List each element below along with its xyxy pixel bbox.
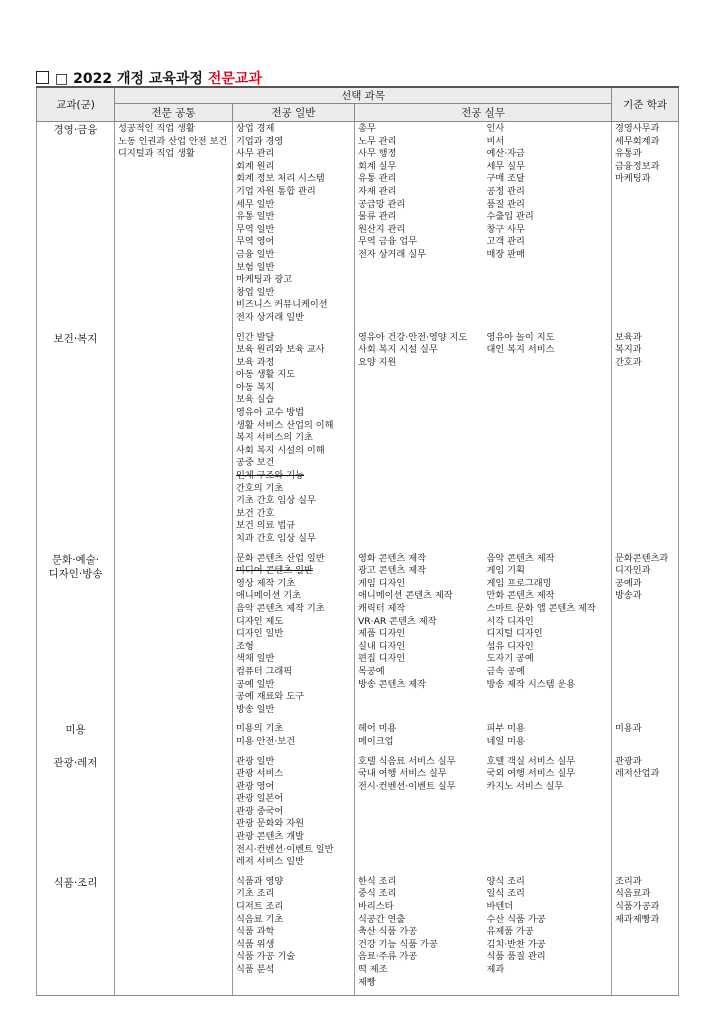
department-cell xyxy=(612,722,679,754)
general-cell xyxy=(233,331,355,552)
department-item: 마케팅과 xyxy=(615,173,651,185)
header-common: 전문 공통 xyxy=(115,104,233,122)
practical-item: 섬유 디자인 xyxy=(486,640,534,652)
practical-item: 영유아 건강·안전·영양 지도 xyxy=(358,331,468,343)
general-item: 식품과 영양 xyxy=(236,875,284,887)
general-item: 인체 구조와 기능 xyxy=(236,470,304,482)
practical-item: 전자 상거래 실무 xyxy=(358,248,426,260)
general-cell xyxy=(233,755,355,875)
general-item: 미디어 콘텐츠 일반 xyxy=(236,565,313,577)
checkbox-square-icon xyxy=(36,71,49,84)
general-item: 치과 간호 임상 실무 xyxy=(236,533,316,544)
practical-item: 영화 콘텐츠 제작 xyxy=(358,552,426,564)
practical-item: 실내 디자인 xyxy=(358,640,406,652)
practical-item: 유제품 가공 xyxy=(486,926,534,938)
practical-item: 김치·반찬 가공 xyxy=(486,938,546,950)
title-highlight: 전문교과 xyxy=(207,71,262,87)
general-item: 디자인 일반 xyxy=(236,628,284,640)
department-item: 간호과 xyxy=(615,356,642,368)
table-body xyxy=(37,122,679,996)
general-item: 컴퓨터 그래픽 xyxy=(236,665,293,677)
department-item: 방송과 xyxy=(615,590,642,602)
practical-item: 시각 디자인 xyxy=(486,615,534,627)
department-cell xyxy=(612,552,679,723)
curriculum-table-container xyxy=(36,86,678,996)
practical-item: 스마트 문화 앱 콘텐츠 제작 xyxy=(486,602,596,614)
common-cell xyxy=(115,875,233,996)
curriculum-table xyxy=(36,86,679,996)
practical-item: 목공예 xyxy=(358,665,385,677)
practical-item: 피부 미용 xyxy=(486,723,525,735)
table-row xyxy=(37,552,679,723)
table-row xyxy=(37,875,679,996)
practical-item: 음료·주류 가공 xyxy=(358,951,418,963)
practical-item: 헤어 미용 xyxy=(358,723,397,735)
department-item: 레저산업과 xyxy=(615,768,660,780)
practical-item: VR·AR 콘텐츠 제작 xyxy=(358,615,437,627)
department-item: 유통과 xyxy=(615,148,642,160)
area-item: 문화·예술· xyxy=(51,553,100,566)
department-item: 보육과 xyxy=(615,331,642,343)
practical-cell xyxy=(355,331,484,552)
practical-item: 식품 품질 관리 xyxy=(486,951,546,963)
general-item: 기초 조리 xyxy=(236,888,275,900)
practical-item: 네일 미용 xyxy=(486,735,525,747)
practical-item: 수산 식품 가공 xyxy=(486,913,546,925)
title-prefix: □ 2022 개정 교육과정 xyxy=(55,71,208,87)
practical-cell xyxy=(355,552,484,723)
general-item: 디저트 조리 xyxy=(236,901,284,913)
practical-item: 게임 디자인 xyxy=(358,577,406,589)
practical-item: 애니메이션 콘텐츠 제작 xyxy=(358,590,453,602)
general-item: 인간 발달 xyxy=(236,331,275,343)
general-item: 전자 상거래 일반 xyxy=(236,311,304,323)
practical-cell xyxy=(355,875,484,996)
general-item: 무역 일반 xyxy=(236,223,275,235)
practical-cell xyxy=(484,722,612,754)
department-item: 복지과 xyxy=(615,344,642,356)
practical-item: 제과 xyxy=(486,964,505,975)
general-item: 공예 일반 xyxy=(236,678,275,690)
practical-item: 카지노 서비스 실무 xyxy=(486,780,564,792)
practical-item: 제빵 xyxy=(358,976,376,988)
department-item: 세무회계과 xyxy=(615,135,660,147)
general-item: 식품 가공 기술 xyxy=(236,951,296,963)
practical-item: 사무 행정 xyxy=(358,148,397,160)
practical-item: 캐릭터 제작 xyxy=(358,602,406,614)
general-item: 보육 실습 xyxy=(236,394,275,406)
practical-item: 도자기 공예 xyxy=(486,653,534,665)
area-cell xyxy=(37,331,115,552)
practical-item: 고객 관리 xyxy=(486,236,525,248)
department-cell xyxy=(612,122,679,331)
department-item: 조리과 xyxy=(615,875,642,887)
general-item: 색채 일반 xyxy=(236,653,275,665)
practical-item: 일식 조리 xyxy=(486,888,525,900)
practical-item: 바리스타 xyxy=(358,901,394,913)
area-item: 경영·금융 xyxy=(53,124,98,136)
general-item: 레저 서비스 일반 xyxy=(236,856,304,868)
general-item: 아동 복지 xyxy=(236,381,275,393)
practical-item: 물류 관리 xyxy=(358,211,397,223)
header-practical: 전공 실무 xyxy=(355,104,612,122)
general-item: 금융 일반 xyxy=(236,248,275,260)
general-item: 관광 일본어 xyxy=(236,793,284,805)
practical-item: 디지털 디자인 xyxy=(486,628,543,640)
department-item: 식음료과 xyxy=(615,888,651,900)
department-cell xyxy=(612,331,679,552)
practical-item: 매장 판매 xyxy=(486,248,525,260)
practical-item: 국내 여행 서비스 실무 xyxy=(358,768,447,780)
department-item: 제과제빵과 xyxy=(615,913,660,925)
practical-item: 대인 복지 서비스 xyxy=(486,344,555,356)
practical-item: 양식 조리 xyxy=(486,875,525,887)
general-item: 기초 간호 임상 실무 xyxy=(236,495,316,507)
practical-item: 전시·컨벤션·이벤트 실무 xyxy=(358,780,456,792)
general-item: 보육 과정 xyxy=(236,356,275,368)
practical-item: 영유아 놀이 지도 xyxy=(486,331,555,343)
practical-item: 세무 실무 xyxy=(486,160,525,172)
practical-cell xyxy=(484,875,612,996)
practical-item: 무역 금융 업무 xyxy=(358,236,418,248)
general-item: 영상 제작 기초 xyxy=(236,577,296,589)
header-selection: 선택 과목 xyxy=(115,87,612,104)
practical-item: 만화 콘텐츠 제작 xyxy=(486,590,555,602)
general-item: 전시·컨벤션·이벤트 일반 xyxy=(236,843,334,855)
table-row xyxy=(37,722,679,754)
general-item: 관광 문화와 자원 xyxy=(236,818,304,830)
general-item: 식음료 기초 xyxy=(236,913,284,925)
general-item: 관광 서비스 xyxy=(236,768,284,780)
common-item: 성공적인 직업 생활 xyxy=(118,123,195,134)
common-cell xyxy=(115,331,233,552)
practical-item: 호텔 식음료 서비스 실무 xyxy=(358,755,456,767)
general-item: 방송 일반 xyxy=(236,703,275,715)
common-cell xyxy=(115,755,233,875)
practical-item: 수출입 관리 xyxy=(486,211,534,223)
common-cell xyxy=(115,122,233,331)
practical-item: 국외 여행 서비스 실무 xyxy=(486,768,576,780)
general-item: 관광 영어 xyxy=(236,780,275,792)
general-item: 식품 과학 xyxy=(236,926,275,938)
general-item: 창업 일반 xyxy=(236,286,275,298)
practical-item: 예산·자금 xyxy=(486,148,525,160)
header-area: 교과(군) xyxy=(37,87,115,122)
area-item: 미용 xyxy=(65,724,86,737)
table-row xyxy=(37,122,679,331)
practical-item: 게임 기획 xyxy=(486,565,525,577)
department-item: 디자인과 xyxy=(615,565,651,577)
general-item: 관광 중국어 xyxy=(236,805,284,817)
common-cell xyxy=(115,552,233,723)
general-item: 미용의 기초 xyxy=(236,723,284,735)
general-item: 비즈니스 커뮤니케이션 xyxy=(236,299,328,311)
area-cell xyxy=(37,755,115,875)
practical-item: 방송 제작 시스템 운용 xyxy=(486,678,576,690)
general-item: 사회 복지 시설의 이해 xyxy=(236,444,325,456)
department-item: 공예과 xyxy=(615,577,642,589)
general-item: 식품 위생 xyxy=(236,938,275,950)
area-item: 디자인·방송 xyxy=(48,567,103,580)
general-item: 문화 콘텐츠 산업 일반 xyxy=(236,552,325,564)
area-cell xyxy=(37,122,115,331)
practical-item: 중식 조리 xyxy=(358,888,397,900)
practical-item: 제품 디자인 xyxy=(358,628,406,640)
department-item: 식품가공과 xyxy=(615,901,660,913)
general-item: 디자인 제도 xyxy=(236,615,284,627)
general-item: 조형 xyxy=(236,640,254,652)
general-item: 미용 안전·보건 xyxy=(236,735,296,747)
department-item: 미용과 xyxy=(615,723,642,735)
general-item: 보건 간호 xyxy=(236,507,275,519)
general-item: 영유아 교수 방법 xyxy=(236,407,304,419)
general-item: 유통 일반 xyxy=(236,211,275,223)
department-cell xyxy=(612,755,679,875)
general-item: 애니메이션 기초 xyxy=(236,590,302,602)
practical-cell xyxy=(355,722,484,754)
general-item: 마케팅과 광고 xyxy=(236,274,293,286)
practical-item: 요양 지원 xyxy=(358,356,397,368)
practical-item: 식공간 연출 xyxy=(358,913,406,925)
practical-cell xyxy=(484,122,612,331)
general-item: 무역 영어 xyxy=(236,236,275,248)
common-item: 디지털과 직업 생활 xyxy=(118,148,195,160)
general-item: 공예 재료와 도구 xyxy=(236,691,304,703)
general-item: 회계 정보 처리 시스템 xyxy=(236,173,325,185)
general-item: 기업 자원 통합 관리 xyxy=(236,185,316,197)
department-cell xyxy=(612,875,679,996)
department-item: 관광과 xyxy=(615,755,642,767)
practical-item: 품질 관리 xyxy=(486,198,525,210)
general-item: 식품 분석 xyxy=(236,964,275,975)
general-item: 세무 일반 xyxy=(236,198,275,210)
header-general: 전공 일반 xyxy=(233,104,355,122)
general-cell xyxy=(233,875,355,996)
practical-item: 편집 디자인 xyxy=(358,653,406,665)
general-item: 보육 원리와 보육 교사 xyxy=(236,344,325,356)
practical-item: 창구 사무 xyxy=(486,223,525,235)
practical-cell xyxy=(355,755,484,875)
practical-item: 바텐더 xyxy=(486,901,514,913)
common-item: 노동 인권과 산업 안전 보건 xyxy=(118,135,228,147)
practical-cell xyxy=(484,331,612,552)
practical-item: 노무 관리 xyxy=(358,135,397,147)
common-cell xyxy=(115,722,233,754)
practical-cell xyxy=(355,122,484,331)
practical-item: 구매 조달 xyxy=(486,173,525,185)
practical-item: 건강 기능 식품 가공 xyxy=(358,938,438,950)
general-item: 간호의 기초 xyxy=(236,482,284,494)
area-cell xyxy=(37,552,115,723)
practical-item: 떡 제조 xyxy=(358,964,388,975)
general-item: 사무 관리 xyxy=(236,148,275,160)
general-item: 상업 경제 xyxy=(236,123,275,134)
general-item: 관광 일반 xyxy=(236,755,275,767)
practical-cell xyxy=(484,755,612,875)
practical-item: 회계 실무 xyxy=(358,160,397,172)
general-item: 생활 서비스 산업의 이해 xyxy=(236,419,334,431)
general-cell xyxy=(233,122,355,331)
practical-item: 게임 프로그래밍 xyxy=(486,577,552,589)
area-item: 보건·복지 xyxy=(53,332,98,345)
practical-item: 광고 콘텐츠 제작 xyxy=(358,565,426,577)
general-item: 보험 일반 xyxy=(236,261,275,273)
general-item: 복지 서비스의 기초 xyxy=(236,432,313,444)
table-row xyxy=(37,755,679,875)
practical-item: 비서 xyxy=(486,135,505,147)
practical-item: 메이크업 xyxy=(358,735,394,747)
practical-item: 한식 조리 xyxy=(358,875,397,887)
practical-item: 금속 공예 xyxy=(486,665,525,677)
general-item: 공중 보건 xyxy=(236,457,275,469)
general-item: 아동 생활 지도 xyxy=(236,369,296,381)
department-item: 문화콘텐츠과 xyxy=(615,552,669,564)
practical-item: 공급망 관리 xyxy=(358,198,406,210)
table-row xyxy=(37,331,679,552)
practical-item: 원산지 관리 xyxy=(358,223,406,235)
practical-item: 자재 관리 xyxy=(358,185,397,197)
practical-item: 사회 복지 시설 실무 xyxy=(358,344,438,356)
document-title xyxy=(36,68,262,88)
department-item: 경영사무과 xyxy=(615,123,660,134)
area-cell xyxy=(37,722,115,754)
practical-item: 유통 관리 xyxy=(358,173,397,185)
practical-item: 총무 xyxy=(358,123,376,134)
general-item: 회계 원리 xyxy=(236,160,275,172)
header-department: 기준 학과 xyxy=(612,87,679,122)
practical-item: 방송 콘텐츠 제작 xyxy=(358,678,426,690)
practical-item: 축산 식품 가공 xyxy=(358,926,418,938)
general-cell xyxy=(233,552,355,723)
general-item: 음악 콘텐츠 제작 기초 xyxy=(236,602,325,614)
general-item: 기업과 경영 xyxy=(236,135,284,147)
general-cell xyxy=(233,722,355,754)
general-item: 관광 콘텐츠 개발 xyxy=(236,831,304,843)
practical-item: 호텔 객실 서비스 실무 xyxy=(486,755,576,767)
area-item: 식품·조리 xyxy=(53,876,98,889)
area-item: 관광·레저 xyxy=(53,756,98,769)
area-cell xyxy=(37,875,115,996)
department-item: 금융정보과 xyxy=(615,160,660,172)
practical-cell xyxy=(484,552,612,723)
practical-item: 음악 콘텐츠 제작 xyxy=(486,552,555,564)
practical-item: 공정 관리 xyxy=(486,185,525,197)
practical-item: 인사 xyxy=(486,123,505,134)
general-item: 보건 의료 법규 xyxy=(236,520,296,532)
